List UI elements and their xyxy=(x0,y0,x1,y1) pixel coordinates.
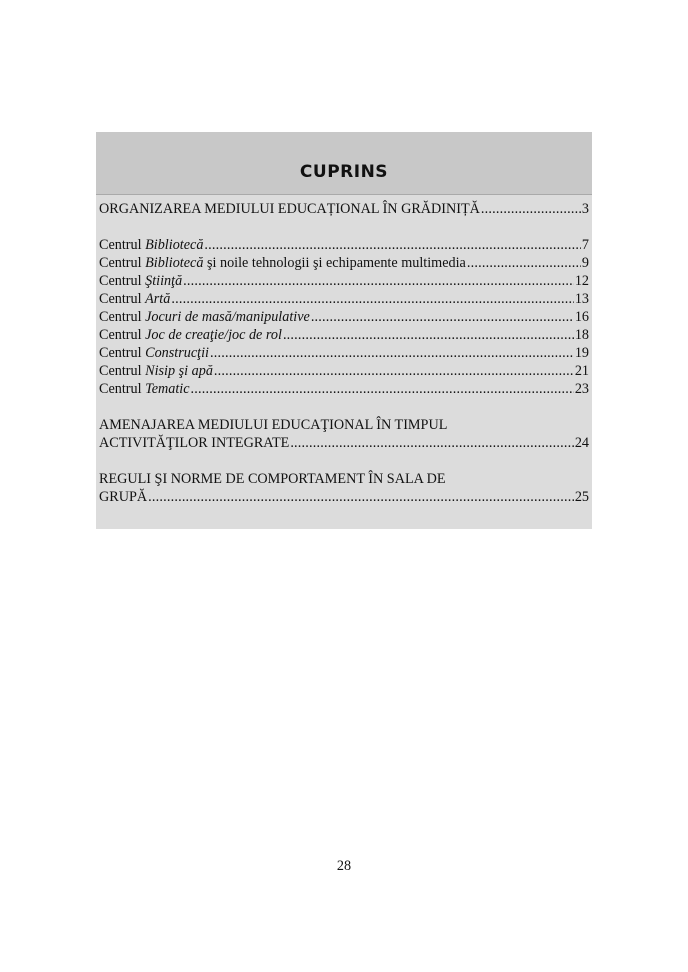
toc-entry-section-3[interactable] xyxy=(99,470,589,506)
toc-entry-label: ORGANIZAREA MEDIULUI EDUCAȚIONAL ÎN GRĂDINIȚĂ xyxy=(99,201,480,217)
toc-entry-label: Centrul Nisip şi apă xyxy=(99,363,213,379)
dot-leader xyxy=(183,272,574,290)
dot-leader xyxy=(290,434,574,452)
dot-leader xyxy=(148,488,574,506)
toc-entry-label-line-2: ACTIVITĂŢILOR INTEGRATE xyxy=(99,435,290,451)
dot-leader xyxy=(204,236,580,254)
toc-entry-page: 18 xyxy=(574,327,589,343)
dot-leader xyxy=(171,290,573,308)
toc-entry-center-nisip-si-apa[interactable] xyxy=(99,362,589,380)
toc-entry-page: 25 xyxy=(574,489,589,505)
toc-entry-center-biblioteca[interactable] xyxy=(99,236,589,254)
toc-entry-label: Centrul Tematic xyxy=(99,381,190,397)
toc-body xyxy=(96,195,592,506)
dot-leader xyxy=(191,380,574,398)
toc-entry-center-tematic[interactable] xyxy=(99,380,589,398)
toc-entry-page: 19 xyxy=(574,345,589,361)
toc-entry-page: 24 xyxy=(574,435,589,451)
toc-entry-label: Centrul Artă xyxy=(99,291,171,307)
dot-leader xyxy=(283,326,574,344)
toc-entry-page: 23 xyxy=(574,381,589,397)
toc-entry-label: Centrul Ştiinţă xyxy=(99,273,183,289)
toc-entry-label: Centrul Construcţii xyxy=(99,345,209,361)
toc-entry-label: Centrul Bibliotecă xyxy=(99,237,204,253)
toc-entry-label: Centrul Jocuri de masă/manipulative xyxy=(99,309,310,325)
toc-entry-center-jocuri-de-masa[interactable] xyxy=(99,308,589,326)
toc-entry-label: Centrul Bibliotecă şi noile tehnologii şi echipamente multimedia xyxy=(99,255,466,271)
toc-entry-center-joc-de-creatie[interactable] xyxy=(99,326,589,344)
toc-header xyxy=(96,132,592,195)
dot-leader xyxy=(481,200,581,218)
toc-entry-center-biblioteca-multimedia[interactable] xyxy=(99,254,589,272)
toc-entry-section-2[interactable] xyxy=(99,416,589,452)
toc-entry-label: Centrul Joc de creaţie/joc de rol xyxy=(99,327,282,343)
toc-entry-page: 21 xyxy=(574,363,589,379)
page-number: 28 xyxy=(336,858,352,874)
toc-entry-label-line-1: REGULI ŞI NORME DE COMPORTAMENT ÎN SALA DE xyxy=(99,471,446,487)
toc-entry-page: 7 xyxy=(581,237,589,253)
toc-entry-center-stiinta[interactable] xyxy=(99,272,589,290)
toc-entry-label-line-1: AMENAJAREA MEDIULUI EDUCAŢIONAL ÎN TIMPUL xyxy=(99,417,448,433)
toc-title: CUPRINS xyxy=(299,162,389,182)
toc-entry-label-line-2: GRUPĂ xyxy=(99,489,148,505)
dot-leader xyxy=(214,362,574,380)
toc-entry-center-constructii[interactable] xyxy=(99,344,589,362)
dot-leader xyxy=(467,254,581,272)
toc-entry-center-arta[interactable] xyxy=(99,290,589,308)
toc-entry-page: 9 xyxy=(581,255,589,271)
toc-entry-page: 16 xyxy=(574,309,589,325)
table-of-contents xyxy=(96,132,592,529)
toc-entry-section-1[interactable] xyxy=(99,200,589,218)
toc-entry-page: 13 xyxy=(574,291,589,307)
dot-leader xyxy=(210,344,574,362)
dot-leader xyxy=(311,308,574,326)
toc-entry-page: 3 xyxy=(581,201,589,217)
toc-entry-page: 12 xyxy=(574,273,589,289)
